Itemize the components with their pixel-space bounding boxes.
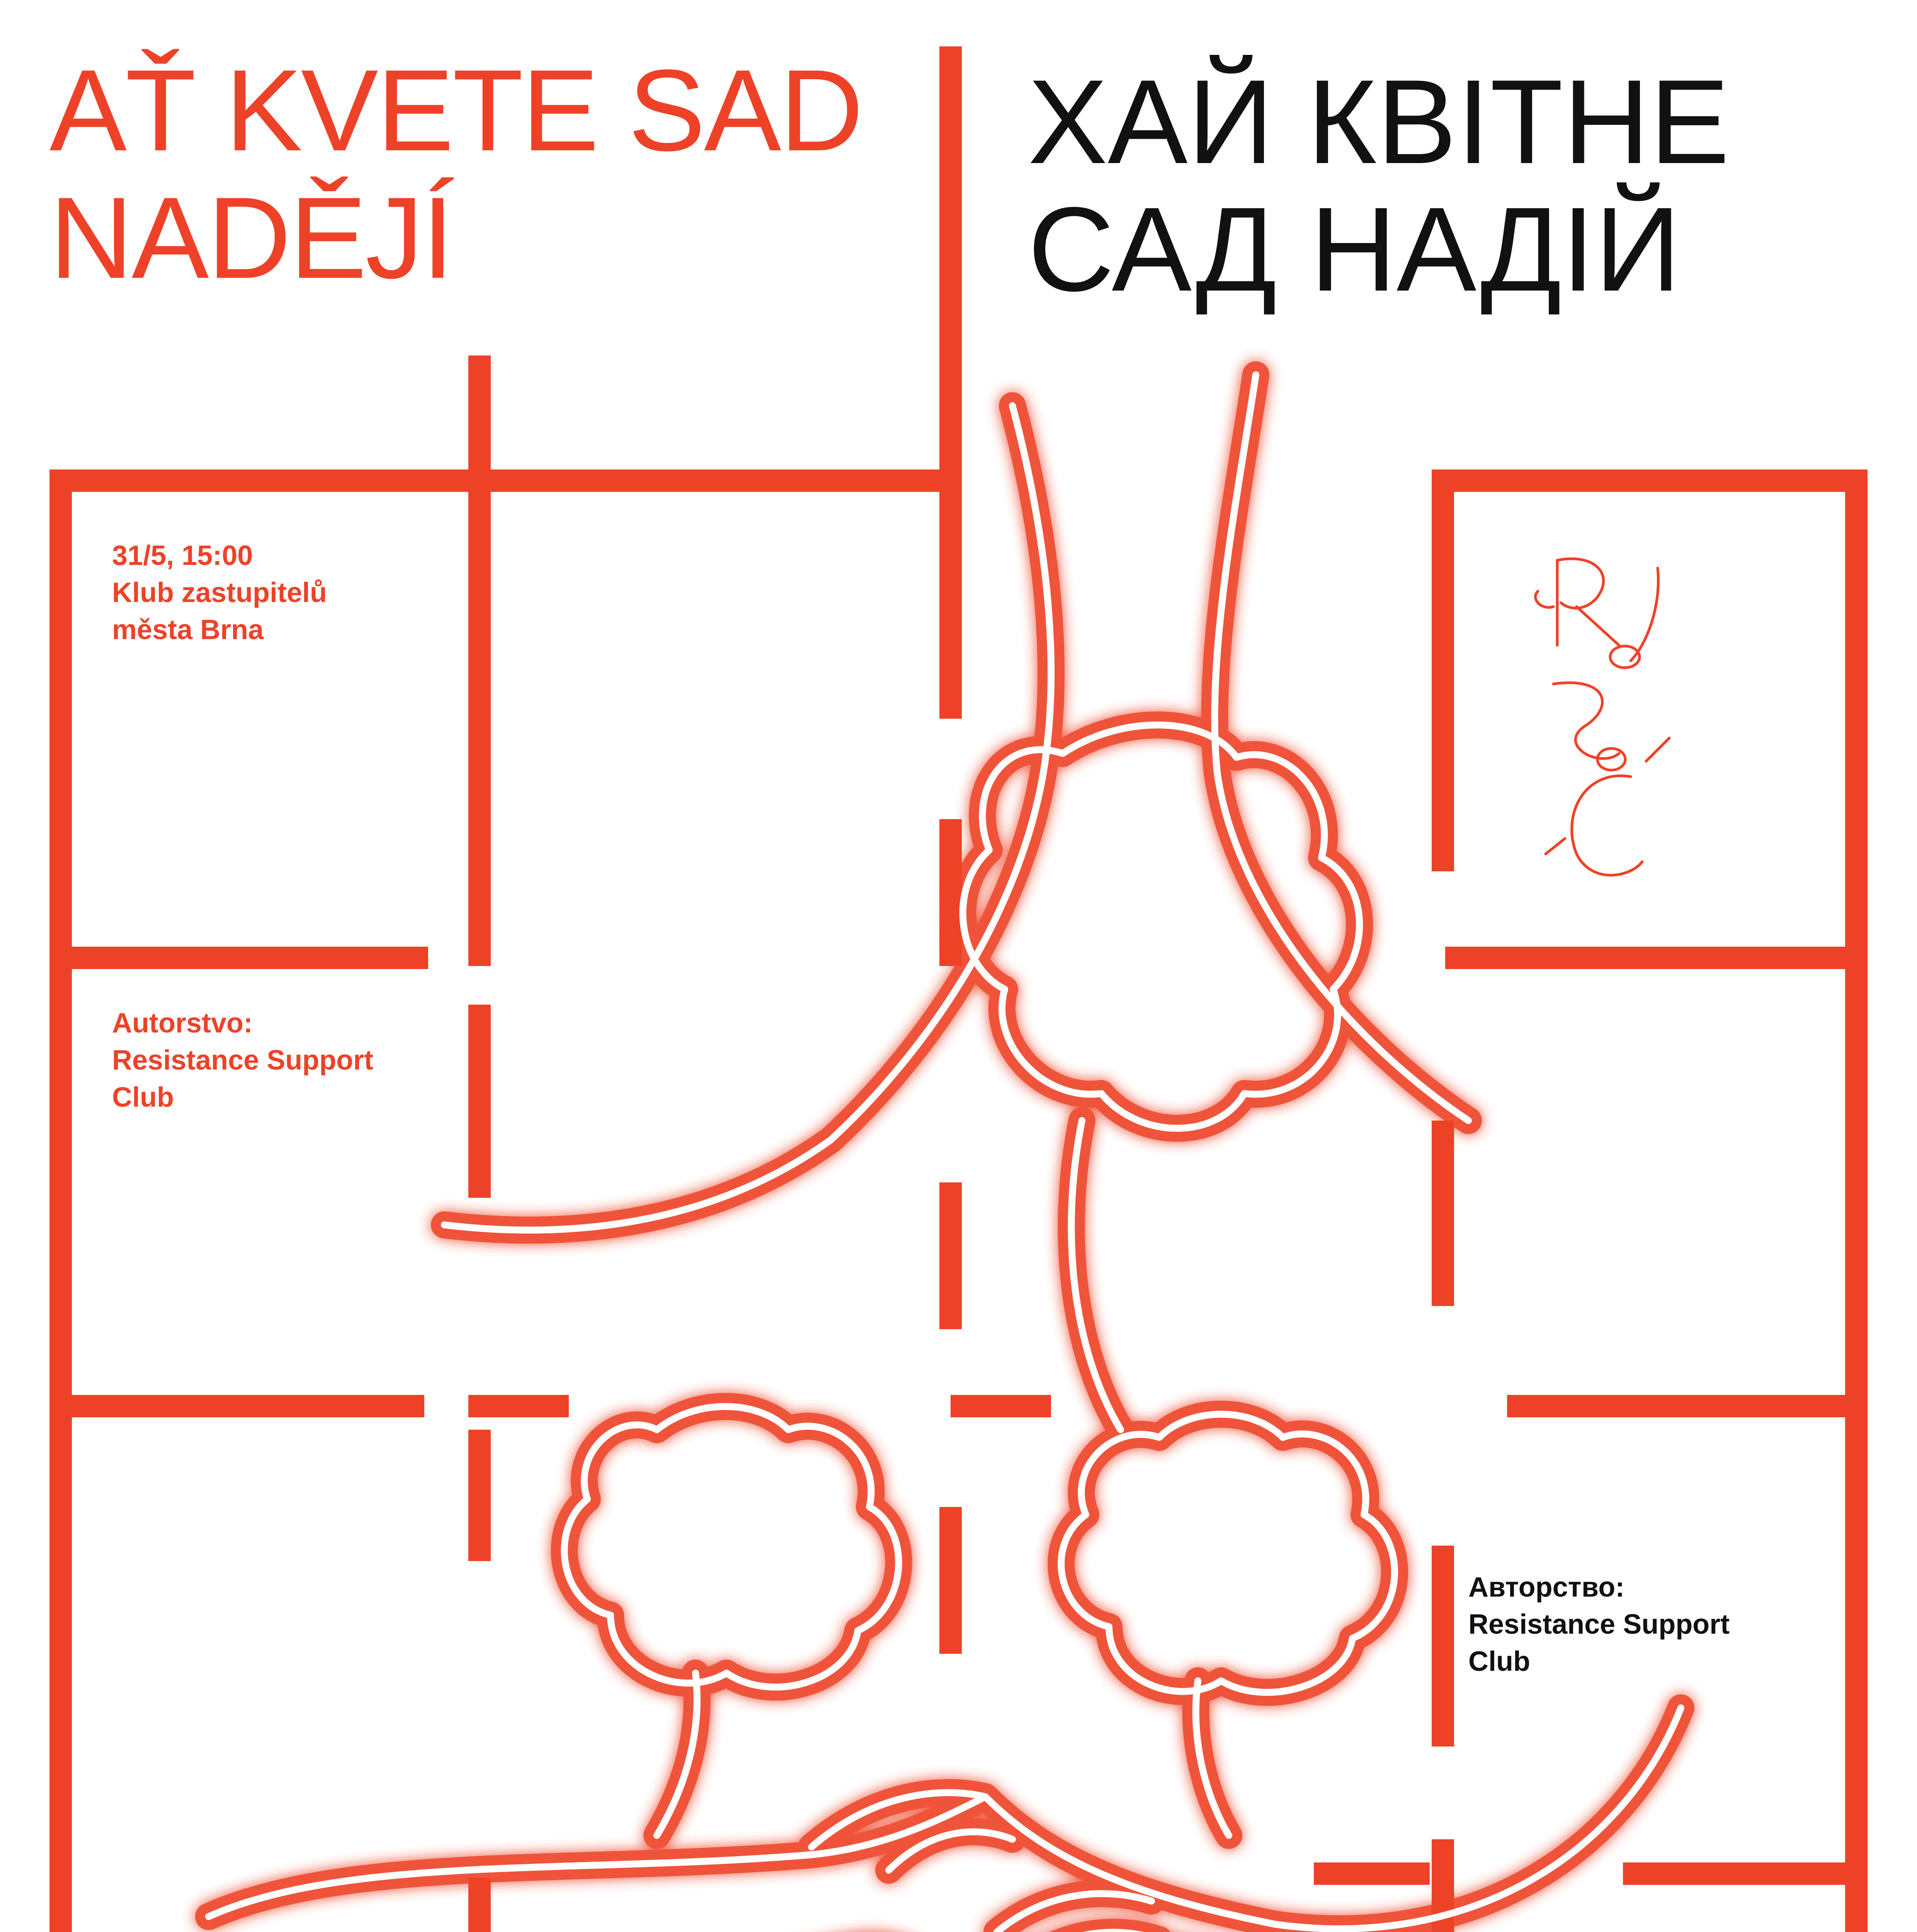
author-czech-name-line1: Resistance Support (112, 1045, 374, 1076)
author-ukrainian-label: Авторство: (1468, 1572, 1625, 1603)
title-czech-line1: AŤ KVETE SAD (49, 45, 862, 175)
title-ukrainian-line2: САД НАДІЙ (1028, 182, 1681, 316)
author-ukrainian-name-line2: Club (1468, 1646, 1530, 1677)
author-czech-label: Autorstvo: (112, 1008, 253, 1039)
author-ukrainian (1468, 1569, 1855, 1680)
event-venue-line2: města Brna (112, 614, 264, 645)
title-czech (49, 46, 938, 301)
title-ukrainian-line1: ХАЙ КВІТНЕ (1028, 54, 1730, 189)
title-czech-line2: NADĚJÍ (49, 173, 452, 303)
author-ukrainian-name-line1: Resistance Support (1468, 1609, 1730, 1640)
rsc-monogram-icon (1530, 545, 1692, 893)
event-info (112, 537, 498, 648)
event-venue-line1: Klub zastupitelů (112, 577, 327, 608)
author-czech-name-line2: Club (112, 1082, 174, 1113)
event-datetime: 31/5, 15:00 (112, 540, 253, 571)
author-czech (112, 1005, 498, 1116)
title-ukrainian (1028, 54, 1878, 316)
